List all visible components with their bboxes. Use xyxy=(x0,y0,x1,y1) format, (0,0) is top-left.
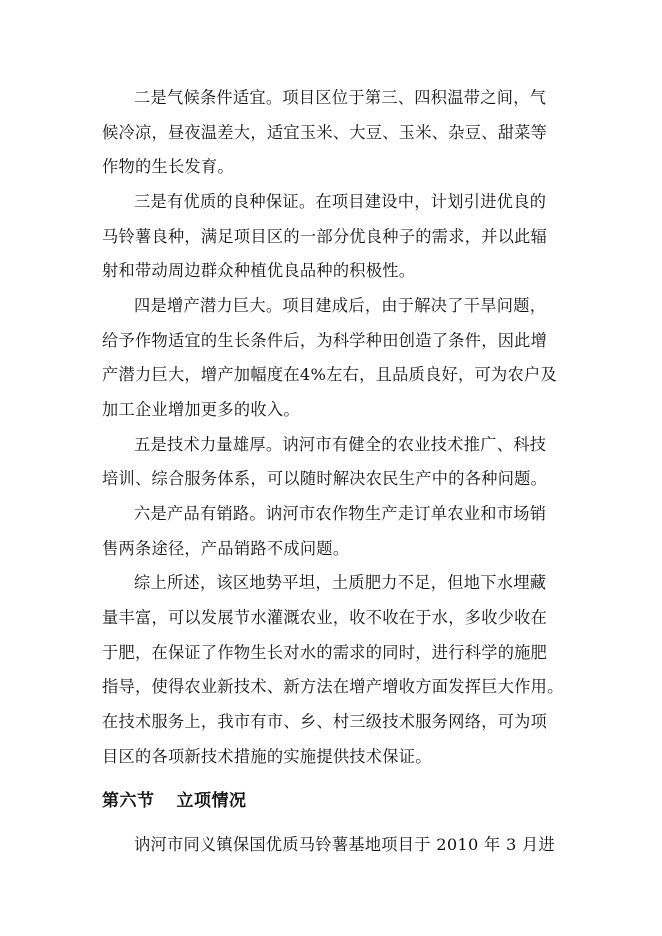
paragraph-tech-line-2: 培训、综合服务体系，可以随时解决农民生产中的各种问题。 xyxy=(102,469,548,488)
paragraph-yield-line-4: 加工企业增加更多的收入。 xyxy=(102,400,300,419)
section-heading xyxy=(102,790,247,812)
paragraph-sales-line-2: 售两条途径，产品销路不成问题。 xyxy=(102,539,350,558)
paragraph-yield-line-3: 产潜力巨大，增产加幅度在4%左右，且品质良好，可为农户及 xyxy=(102,365,557,384)
paragraph-climate-line-3: 作物的生长发育。 xyxy=(102,157,234,176)
paragraph-project-line-1: 讷河市同义镇保国优质马铃薯基地项目于 2010 年 3 月进 xyxy=(134,835,556,854)
paragraph-tech-line-1: 五是技术力量雄厚。讷河市有健全的农业技术推广、科技 xyxy=(134,435,547,454)
paragraph-summary-line-5: 在技术服务上，我市有市、乡、村三级技术服务网络，可为项 xyxy=(102,712,548,731)
paragraph-climate-line-1: 二是气候条件适宜。项目区位于第三、四积温带之间，气 xyxy=(134,88,547,107)
paragraph-yield-line-2: 给予作物适宜的生长条件后，为科学种田创造了条件，因此增 xyxy=(102,331,548,350)
paragraph-sales-line-1: 六是产品有销路。讷河市农作物生产走订单农业和市场销 xyxy=(134,504,547,523)
paragraph-summary-line-3: 于肥，在保证了作物生长对水的需求的同时，进行科学的施肥 xyxy=(102,643,548,662)
paragraph-summary-line-4: 指导，使得农业新技术、新方法在增产增收方面发挥巨大作用。 xyxy=(102,677,564,696)
paragraph-yield-line-1: 四是增产潜力巨大。项目建成后，由于解决了干旱问题， xyxy=(134,296,547,315)
section-number: 第六节 xyxy=(102,791,155,811)
section-title: 立项情况 xyxy=(176,791,247,811)
paragraph-summary-line-6: 目区的各项新技术措施的实施提供技术保证。 xyxy=(102,747,432,766)
paragraph-summary-line-1: 综上所述，该区地势平坦，土质肥力不足，但地下水埋藏 xyxy=(134,573,547,592)
paragraph-seed-line-1: 三是有优质的良种保证。在项目建设中，计划引进优良的 xyxy=(134,192,547,211)
paragraph-climate-line-2: 候冷凉，昼夜温差大，适宜玉米、大豆、玉米、杂豆、甜菜等 xyxy=(102,123,548,142)
paragraph-seed-line-3: 射和带动周边群众种植优良品种的积极性。 xyxy=(102,261,416,280)
paragraph-seed-line-2: 马铃薯良种，满足项目区的一部分优良种子的需求，并以此辐 xyxy=(102,227,548,246)
paragraph-summary-line-2: 量丰富，可以发展节水灌溉农业，收不收在于水，多收少收在 xyxy=(102,608,548,627)
